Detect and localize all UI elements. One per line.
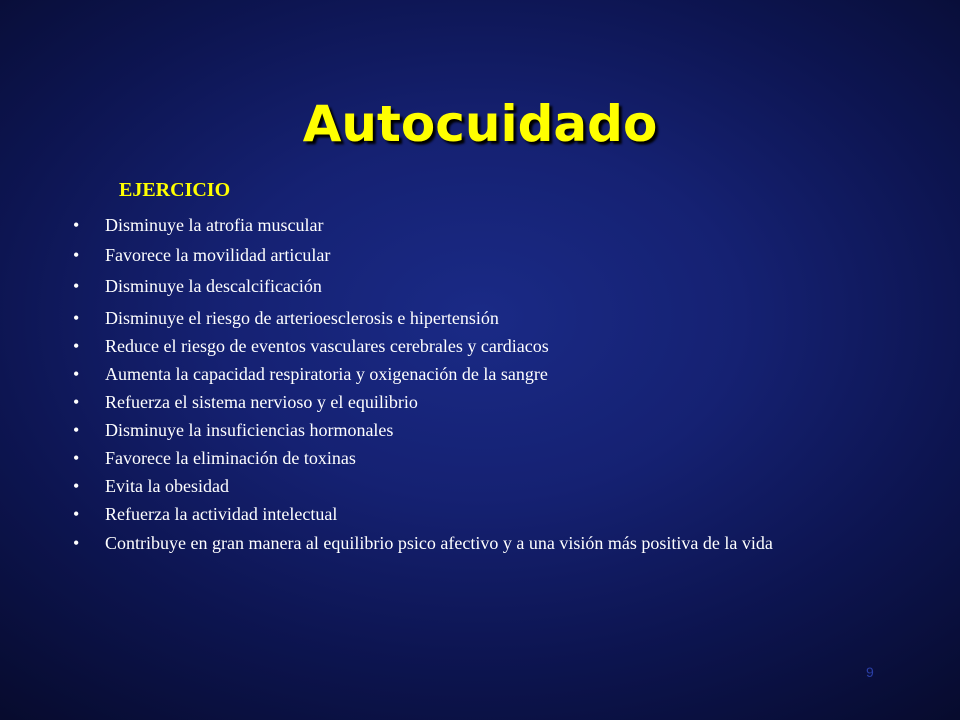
bullet-text: Aumenta la capacidad respiratoria y oxigenación de la sangre xyxy=(105,364,548,384)
bullet-dot-icon: • xyxy=(73,533,80,553)
bullet-text: Disminuye la descalcificación xyxy=(105,276,322,296)
bullet-dot-icon: • xyxy=(73,364,80,384)
bullet-text: Refuerza la actividad intelectual xyxy=(105,504,338,524)
bullet-text: Contribuye en gran manera al equilibrio psico afectivo y a una visión más positiva de la vida xyxy=(105,533,773,553)
bullet-text: Disminuye la atrofia muscular xyxy=(105,215,324,235)
bullet-dot-icon: • xyxy=(73,420,80,440)
bullet-dot-icon: • xyxy=(73,448,80,468)
bullet-text: Favorece la eliminación de toxinas xyxy=(105,448,356,468)
bullet-text: Disminuye la insuficiencias hormonales xyxy=(105,420,394,440)
bullet-text: Reduce el riesgo de eventos vasculares cerebrales y cardiacos xyxy=(105,336,549,356)
slide-subtitle: EJERCICIO xyxy=(119,179,231,201)
slide-title: Autocuidado xyxy=(302,95,658,153)
bullet-dot-icon: • xyxy=(73,336,80,356)
bullet-text: Favorece la movilidad articular xyxy=(105,245,331,265)
page-number: 9 xyxy=(866,664,874,680)
bullet-dot-icon: • xyxy=(73,276,80,296)
bullet-dot-icon: • xyxy=(73,308,80,328)
bullet-text: Evita la obesidad xyxy=(105,476,229,496)
bullet-dot-icon: • xyxy=(73,504,80,524)
bullet-dot-icon: • xyxy=(73,245,80,265)
bullet-text: Refuerza el sistema nervioso y el equilibrio xyxy=(105,392,418,412)
bullet-dot-icon: • xyxy=(73,476,80,496)
bullet-dot-icon: • xyxy=(73,392,80,412)
bullet-dot-icon: • xyxy=(73,215,80,235)
bullet-text: Disminuye el riesgo de arterioesclerosis e hipertensión xyxy=(105,308,499,328)
